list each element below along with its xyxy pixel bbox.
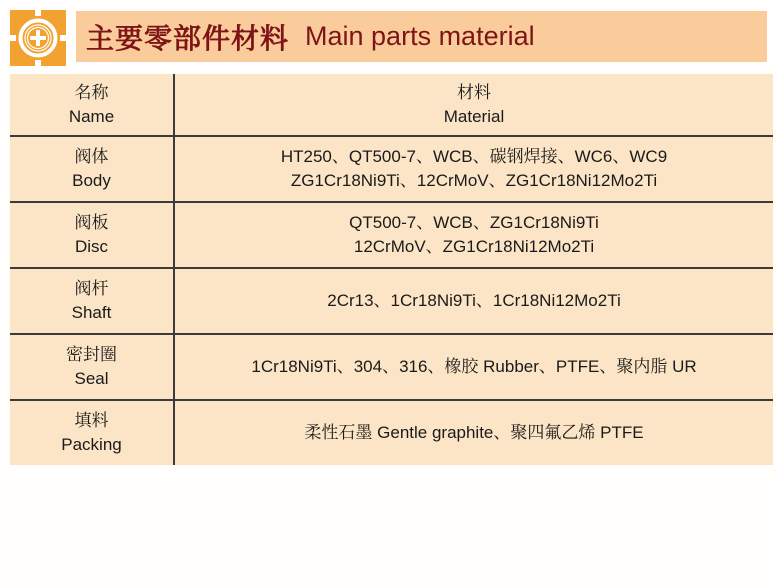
material-line: ZG1Cr18Ni9Ti、12CrMoV、ZG1Cr18Ni12Mo2Ti bbox=[290, 171, 658, 190]
part-name-zh: 阀杆 bbox=[74, 279, 109, 298]
table-row bbox=[10, 267, 773, 333]
header-material-en: Material bbox=[443, 106, 505, 126]
part-name-cell bbox=[10, 203, 175, 267]
part-material-cell bbox=[175, 335, 773, 399]
part-material-cell bbox=[175, 269, 773, 333]
table-body bbox=[10, 135, 773, 465]
company-logo-icon bbox=[10, 10, 66, 66]
page-title-en: Main parts material bbox=[305, 21, 535, 51]
part-name-zh: 阀板 bbox=[74, 213, 109, 232]
title-banner bbox=[76, 11, 767, 62]
material-line: 1Cr18Ni9Ti、304、316、橡胶 Rubber、PTFE、聚内脂 UR bbox=[251, 357, 697, 376]
part-name-cell bbox=[10, 335, 175, 399]
part-name-zh: 密封圈 bbox=[66, 345, 117, 364]
table-row bbox=[10, 135, 773, 201]
part-name-cell bbox=[10, 401, 175, 465]
table-row bbox=[10, 399, 773, 465]
part-material-cell bbox=[175, 137, 773, 201]
header-material-zh: 材料 bbox=[457, 82, 491, 102]
header-name-en: Name bbox=[68, 106, 115, 126]
header-name-zh: 名称 bbox=[74, 82, 109, 102]
material-line: HT250、QT500-7、WCB、碳钢焊接、WC6、WC9 bbox=[280, 147, 668, 166]
part-name-en: Packing bbox=[61, 435, 122, 454]
materials-table bbox=[10, 74, 773, 465]
material-line: 2Cr13、1Cr18Ni9Ti、1Cr18Ni12Mo2Ti bbox=[327, 291, 621, 310]
material-line: 12CrMoV、ZG1Cr18Ni12Mo2Ti bbox=[353, 237, 595, 256]
part-name-en: Shaft bbox=[71, 303, 112, 322]
part-name-en: Disc bbox=[74, 237, 109, 256]
material-line: QT500-7、WCB、ZG1Cr18Ni9Ti bbox=[349, 213, 599, 232]
part-name-cell bbox=[10, 269, 175, 333]
part-name-en: Body bbox=[72, 171, 111, 190]
logo-graphic bbox=[10, 10, 66, 66]
part-name-cell bbox=[10, 137, 175, 201]
part-name-zh: 填料 bbox=[74, 411, 109, 430]
part-material-cell bbox=[175, 401, 773, 465]
table-row bbox=[10, 201, 773, 267]
header-material-cell bbox=[175, 74, 773, 135]
part-material-cell bbox=[175, 203, 773, 267]
part-name-zh: 阀体 bbox=[74, 147, 109, 166]
part-name-en: Seal bbox=[74, 369, 109, 388]
header-name-cell bbox=[10, 74, 175, 135]
table-row bbox=[10, 333, 773, 399]
table-header-row bbox=[10, 74, 773, 135]
page-title-zh: 主要零部件材料 bbox=[86, 22, 290, 54]
material-line: 柔性石墨 Gentle graphite、聚四氟乙烯 PTFE bbox=[304, 423, 644, 442]
